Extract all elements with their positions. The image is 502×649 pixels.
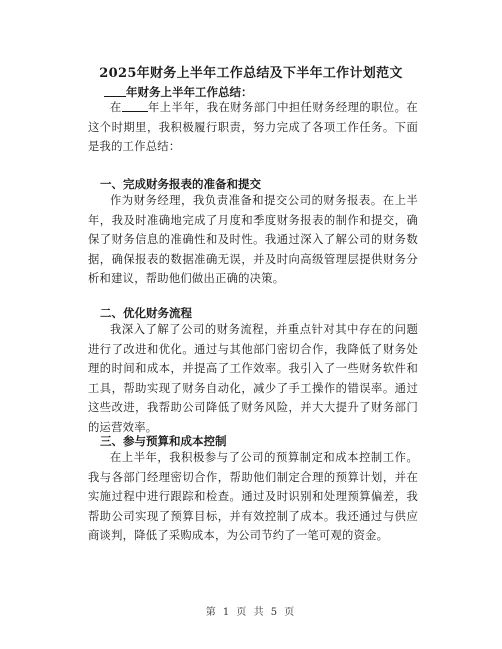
intro-text-before-blank: 在 [110, 101, 122, 114]
section-body-2: 我深入了解了公司的财务流程，并重点针对其中存在的问题进行了改进和优化。通过与其他部门密切合作，我降低了财务处理的时间和成本，并提高了工作效率。我引入了一些财务软件和工具，帮助实现了财务自动化，减少了手工操作的错误率。通过这些改进，我帮助公司降低了财务风险，并大大提升了财务部门的运营效率。 [88, 323, 418, 434]
section-heading-2: 二、优化财务流程 [100, 306, 192, 320]
section-heading-3: 三、参与预算和成本控制 [100, 434, 227, 448]
document-title: 2025年财务上半年工作总结及下半年工作计划范文 [99, 66, 403, 81]
subtitle-text: 年财务上半年工作总结： [126, 85, 253, 99]
section-body-1: 作为财务经理，我负责准备和提交公司的财务报表。在上半年，我及时准确地完成了月度和季度财务报表的制作和提交，确保了财务信息的准确性和及时性。我通过深入了解公司的财务数据，确保报表的数据准确无误，并及时向高级管理层提供财务分析和建议，帮助他们做出正确的决策。 [88, 194, 418, 286]
fill-in-blank [104, 84, 126, 97]
section-body-3: 在上半年，我积极参与了公司的预算制定和成本控制工作。我与各部门经理密切合作，帮助他们制定合理的预算计划，并在实施过程中进行跟踪和检查。通过及时识别和处理预算偏差，我帮助公司实现了预算目标，并有效控制了成本。我还通过与供应商谈判，降低了采购成本，为公司节约了一笔可观的资金。 [88, 451, 418, 543]
fill-in-blank [122, 100, 148, 112]
page-footer: 第 1 页 共 5 页 [205, 607, 297, 618]
intro-paragraph [88, 98, 418, 157]
intro-text-after-blank: 年上半年，我在财务部门中担任财务经理的职位。在这个时期里，我积极履行职责，努力完成了各项工作任务。下面是我的工作总结： [88, 101, 418, 154]
section-heading-1: 一、完成财务报表的准备和提交 [100, 177, 261, 191]
